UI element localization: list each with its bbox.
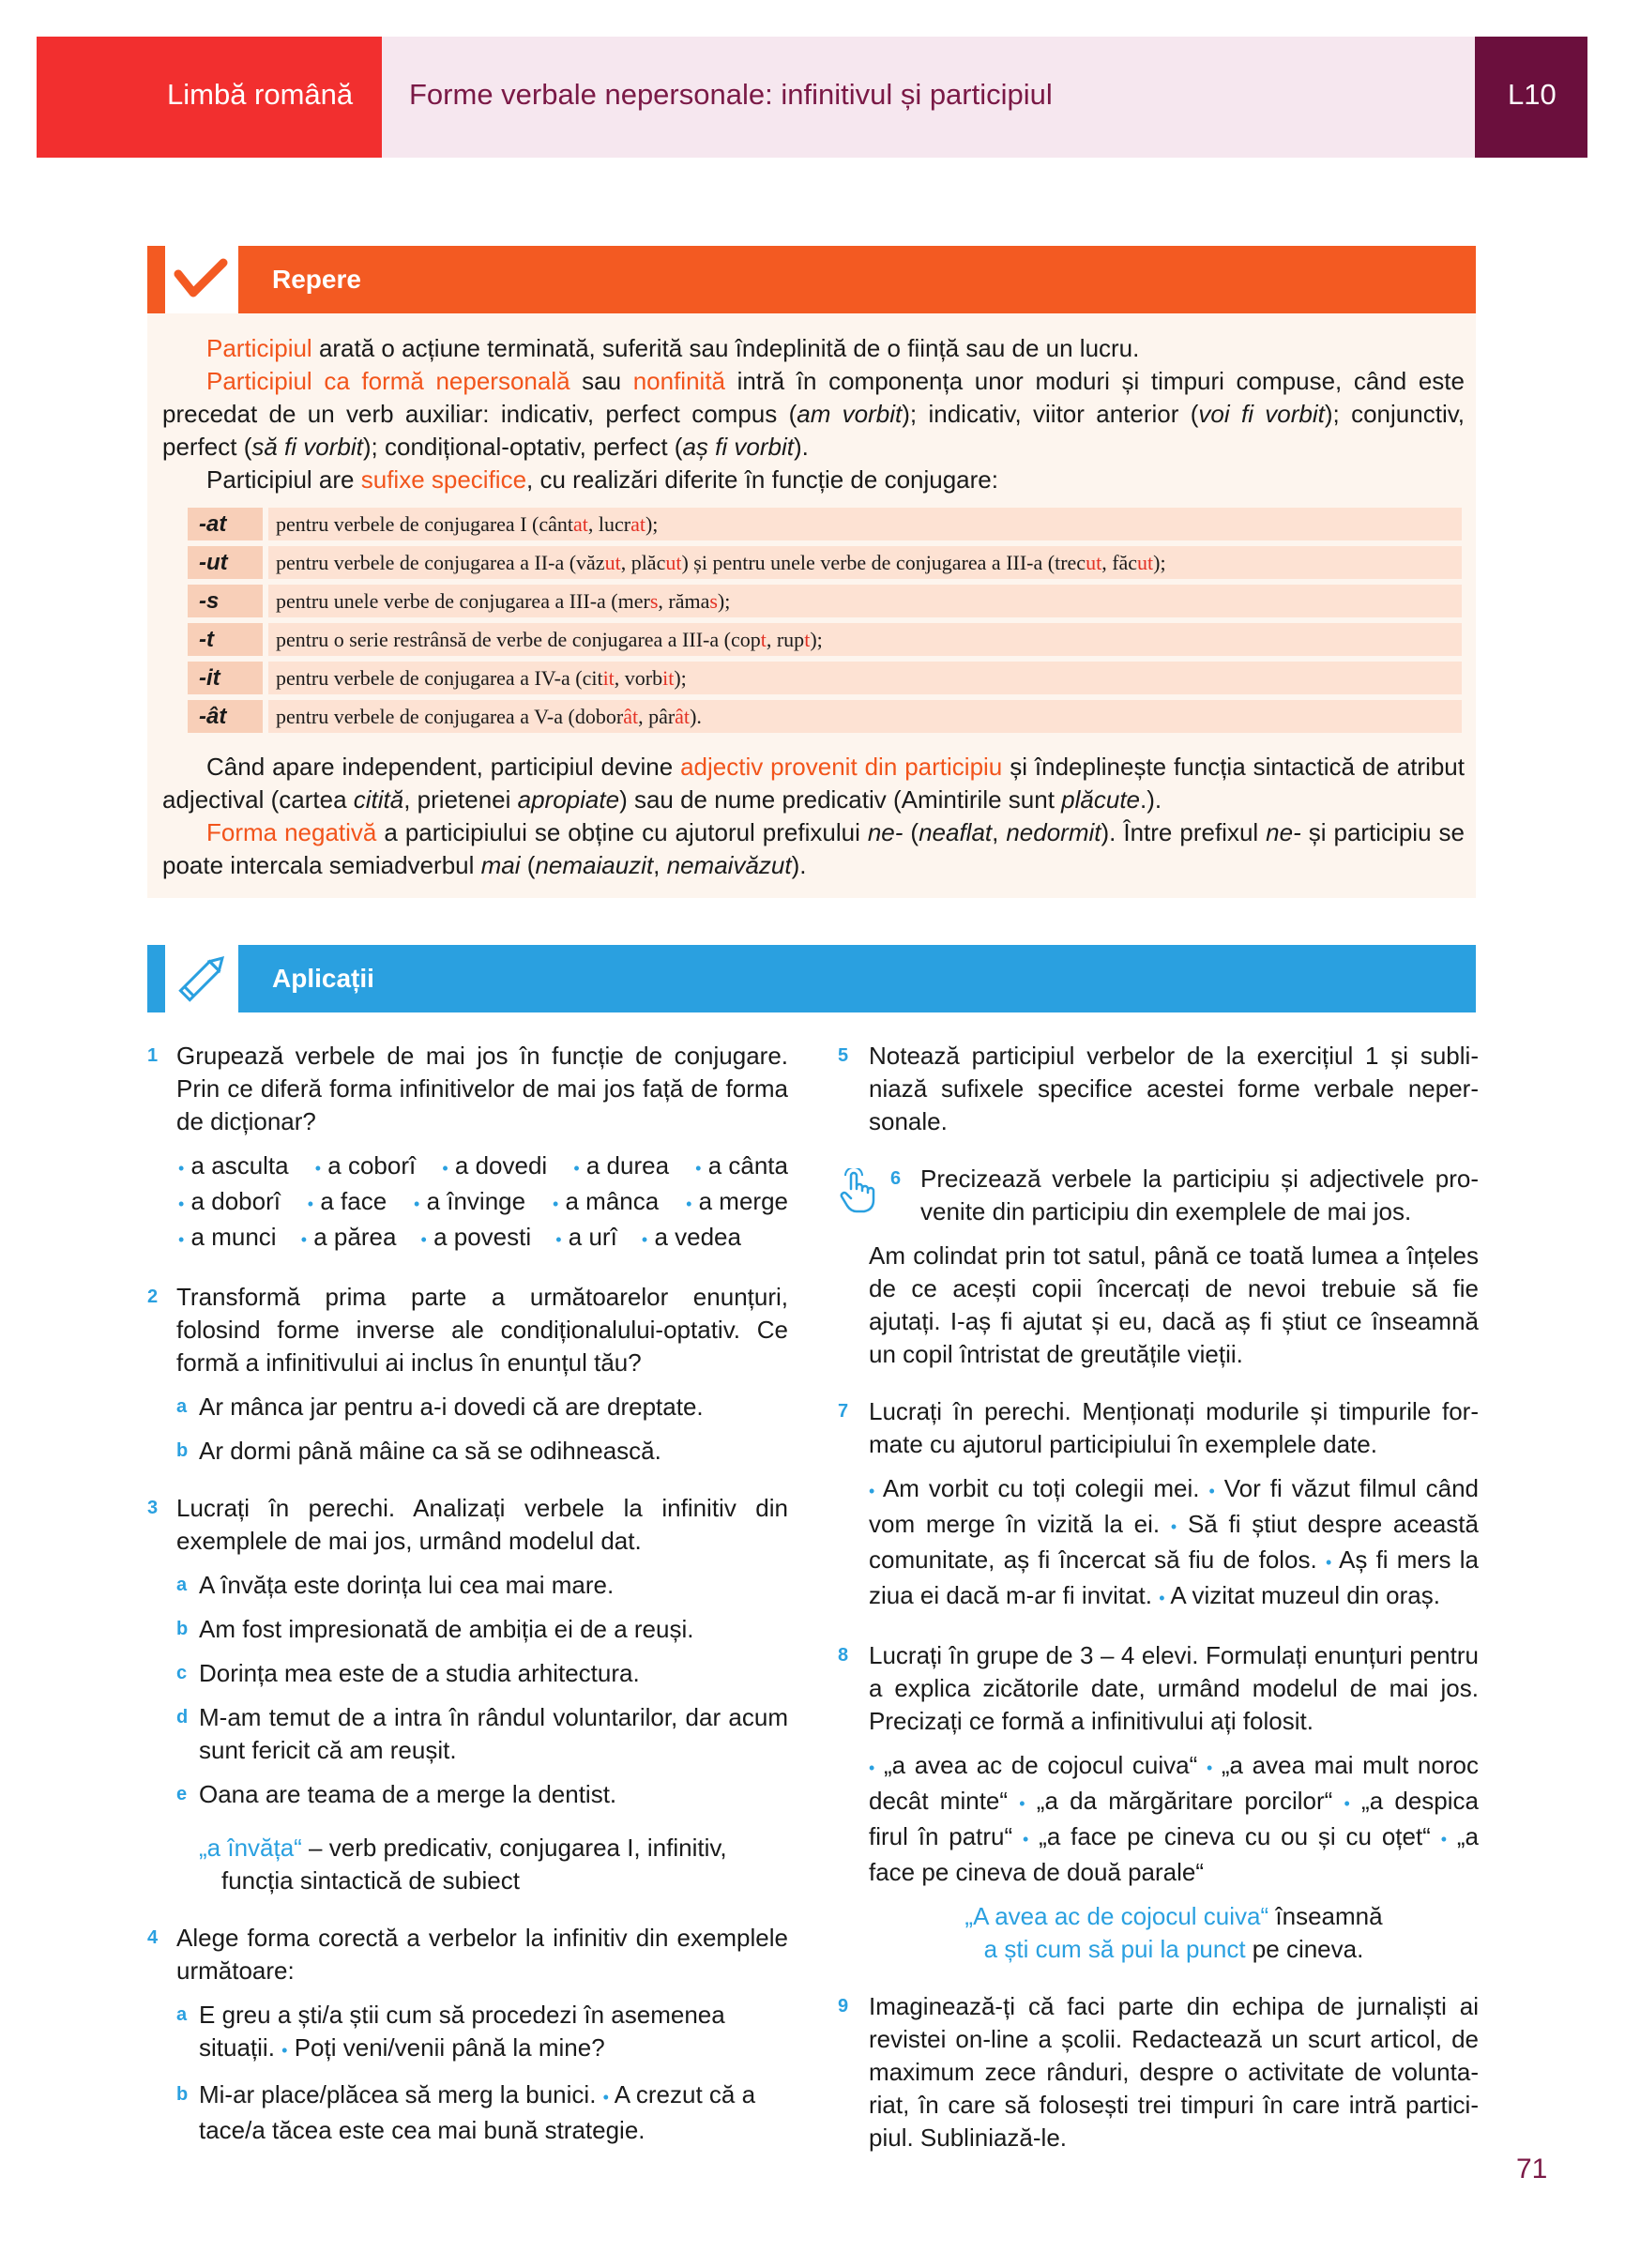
repere-para-5: Forma negativă a participiului se obține cu ajutorul prefixului ne- (neaflat, nedormit). Între prefixul ne- și participiu se poate intercala semiadverbul mai (nemaiauzit, nemaivăzut). [162,818,1465,879]
aplicatii-icon-box [165,945,238,1012]
exercise-1 [147,1040,788,1256]
exercise-number: 9 [838,1996,849,2017]
suffix-key: -at [188,508,263,540]
suffix-row [188,623,1462,656]
item-list [176,1391,788,1468]
verb-item: a merge [698,1187,788,1215]
repere-para-4: Când apare independent, participiul devine adjectiv provenit din participiu și îndeplinește funcția sintactică de atribut adjectival (cartea citită, prietenei apropiate) sau de nume predicativ (Amintirile sunt plăcute.). [162,753,1465,814]
exercise-text: Lucrați în perechi. Analizați verbele la infinitiv din exemplele de mai jos, urmând modelul dat. [176,1494,788,1555]
exercise-6-head [869,1163,1479,1228]
header-title-band [382,37,1475,158]
item-list [176,1569,788,1811]
exercise-number: 2 [147,1286,159,1307]
exercise-number: 4 [147,1927,159,1948]
checkmark-icon [165,246,238,313]
model-example: „A avea ac de cojocul cuiva“ înseamnă a ști cum să pui la punct pe cineva. [964,1902,1383,1963]
exercise-number: 3 [147,1498,159,1518]
exercise-text: Transformă prima parte a următoarelor enunțuri, folosind forme inverse ale condiționalului-optativ. Ce formă a infinitivului ai inclus în enunțul tău? [176,1283,788,1377]
exercise-4 [147,1922,788,2147]
suffix-key: -it [188,662,263,694]
verb-item: a durea [585,1151,670,1180]
exercise-6 [838,1163,1479,1371]
exercise-number: 6 [890,1168,902,1189]
list-item: a A învăța este dorința lui cea mai mare. [176,1571,615,1599]
verb-item: a coborî [327,1151,417,1180]
exercise-5 [838,1040,1479,1138]
exercise-text: Grupează verbele de mai jos în funcție de conjugare. Prin ce diferă forma infinitivelor de mai jos față de forma de dicționar? [176,1042,788,1135]
repere-title: Repere [272,265,361,294]
verb-item: a mânca [565,1187,660,1215]
verb-list [176,1149,788,1256]
page-number: 71 [1516,2154,1548,2184]
repere-bottom [162,751,1465,882]
repere-para-1: Participiul arată o acțiune terminată, suferită sau îndeplinită de o ființă sau de un lucru. [206,334,1140,362]
list-item: a Ar mânca jar pentru a-i dovedi că are dreptate. [176,1393,704,1421]
suffix-row [188,700,1462,733]
exercise-9 [838,1990,1479,2154]
exercise-text: Notează participiul verbelor de la exercițiul 1 și subliniază sufixele specifice acestei forme verbale nepersonale. [869,1042,1479,1135]
exercise-text: Lucrați în grupe de 3 – 4 elevi. Formulați enunțuri pentru a explica zicătorile date, urmând modelul de mai jos. Precizați ce formă a infinitivului ați folosit. [869,1641,1479,1735]
suffix-key: -ut [188,546,263,579]
exercise-3 [147,1492,788,1897]
exercise-number: 8 [838,1645,849,1666]
suffix-row [188,585,1462,617]
suffix-desc: pentru verbele de conjugarea I (cântat, lucrat); [268,508,1462,540]
verb-item: a învinge [426,1187,526,1215]
suffix-key: -ât [188,700,263,733]
suffix-desc: pentru o serie restrânsă de verbe de conjugarea a III-a (copt, rupt); [268,623,1462,656]
exercise-number: 7 [838,1401,849,1422]
item-list [176,1999,788,2147]
verb-item: a urî [568,1223,617,1251]
verb-item: a vedea [654,1223,741,1251]
example-list: • Am vorbit cu toți colegii mei. • Vor fi văzut filmul când vom merge în vizită la ei. • Să fi știut despre această comunitate, aș fi încercat să fiu de folos. • Aș fi mers la ziua ei dacă m-ar fi invitat. • A vizitat muzeul din oraș. [869,1474,1479,1609]
header-lesson-band [1475,37,1587,158]
list-item: c Dorința mea este de a studia arhitectura. [176,1659,640,1687]
verb-item: a asculta [190,1151,289,1180]
list-item: b Mi-ar place/plăcea să merg la bunici. • A crezut că a tace/a tăcea este cea mai bună strategie. [176,2080,756,2144]
suffix-row [188,508,1462,540]
verb-item: a dovedi [454,1151,548,1180]
list-item: d M-am temut de a intra în rândul voluntarilor, dar acum sunt fericit că am reușit. [176,1703,788,1764]
list-item: e Oana are teama de a merge la dentist. [176,1780,617,1808]
exercise-2 [147,1281,788,1468]
exercise-text: Alege forma corectă a verbelor la infinitiv din exemplele următoare: [176,1924,788,1985]
suffix-desc: pentru verbele de conjugarea a II-a (văzut, plăcut) și pentru unele verbe de conjugarea a III-a (trecut, făcut); [268,546,1462,579]
exercise-text: Lucrați în perechi. Menționați modurile și timpurile formate cu ajutorul participiului în exemplele date. [869,1397,1479,1458]
suffix-row [188,662,1462,694]
verb-item: a părea [313,1223,397,1251]
exercise-text: Precizează verbele la participiu și adjectivele provenite din participiu din exemplele de mai jos. [920,1164,1479,1225]
verb-row: • a doborî • a face • a învinge • a mânca • a merge [178,1187,788,1215]
verb-item: a povesti [433,1223,532,1251]
right-column [838,1040,1479,2154]
exercise-7 [838,1395,1479,1615]
lesson-title: Forme verbale nepersonale: infinitivul și participiul [409,78,1053,111]
suffix-key: -s [188,585,263,617]
header-subject-band [37,37,382,158]
exercise-8 [838,1639,1479,1966]
lesson-number: L10 [1508,78,1557,111]
exercise-number: 5 [838,1045,849,1066]
exercise-text: Imaginează-ți că faci parte din echipa de jurnaliști ai revistei on-line a școlii. Redactează un scurt articol, de maximum zece rânduri, despre o activitate de voluntariat, în care să folosești trei timpuri în care intră participiul. Subliniază-le. [869,1992,1479,2152]
verb-row: • a asculta • a coborî • a dovedi • a durea • a cânta [178,1151,788,1180]
left-column [147,1040,788,2147]
suffix-table [188,508,1462,738]
pencil-icon [165,945,238,1012]
suffix-desc: pentru verbele de conjugarea a V-a (doborât, pârât). [268,700,1462,733]
verb-item: a face [320,1187,387,1215]
verb-row: • a munci • a părea • a povesti • a urî • a vedea [178,1223,741,1251]
list-item: a E greu a ști/a știi cum să procedezi în asemenea situații. • Poți veni/venii până la mine? [176,2001,725,2062]
suffix-desc: pentru verbele de conjugarea a IV-a (citit, vorbit); [268,662,1462,694]
verb-item: a munci [190,1223,277,1251]
verb-item: a doborî [190,1187,281,1215]
suffix-key: -t [188,623,263,656]
model-example: „a învăța“ – verb predicativ, conjugarea I, infinitiv, funcția sintactică de subiect [199,1834,727,1895]
saying-list: • „a avea ac de cojocul cuiva“ • „a avea mai mult noroc decât minte“ • „a da mărgăritare porcilor“ • „a despica firul în patru“ • „a face pe cineva cu ou și cu oțet“ • „a face pe cineva de două parale“ [869,1751,1479,1886]
aplicatii-title: Aplicații [272,964,374,993]
repere-icon-box [165,246,238,313]
subject-label: Limbă română [167,78,354,111]
exercise-number: 1 [147,1045,159,1066]
suffix-row [188,546,1462,579]
repere-para-2: Participiul ca formă nepersonală sau nonfinită intră în componența unor moduri și timpuri compuse, când este precedat de un verb auxiliar: indicativ, perfect compus (am vorbit); indicativ, viitor anterior (voi fi vorbit); conjunctiv, perfect (să fi vorbit); condițional-optativ, perfect (aș fi vorbit). [162,367,1466,461]
list-item: b Am fost impresionată de ambiția ei de a reuși. [176,1615,694,1643]
verb-item: a cânta [707,1151,788,1180]
exercise-body: Am colindat prin tot satul, până ce toată lumea a înțeles de ce acești copii încercați de nevoi trebuie să fie ajutați. I-aș fi ajutat și eu, dacă aș fi știut ce înseamnă un copil întristat de greutățile vieții. [869,1241,1479,1368]
repere-para-3: Participiul are sufixe specifice, cu realizări diferite în funcție de conjugare: [206,465,998,494]
suffix-desc: pentru unele verbe de conjugarea a III-a (mers, rămas); [268,585,1462,617]
list-item: b Ar dormi până mâine ca să se odihnească. [176,1437,661,1465]
